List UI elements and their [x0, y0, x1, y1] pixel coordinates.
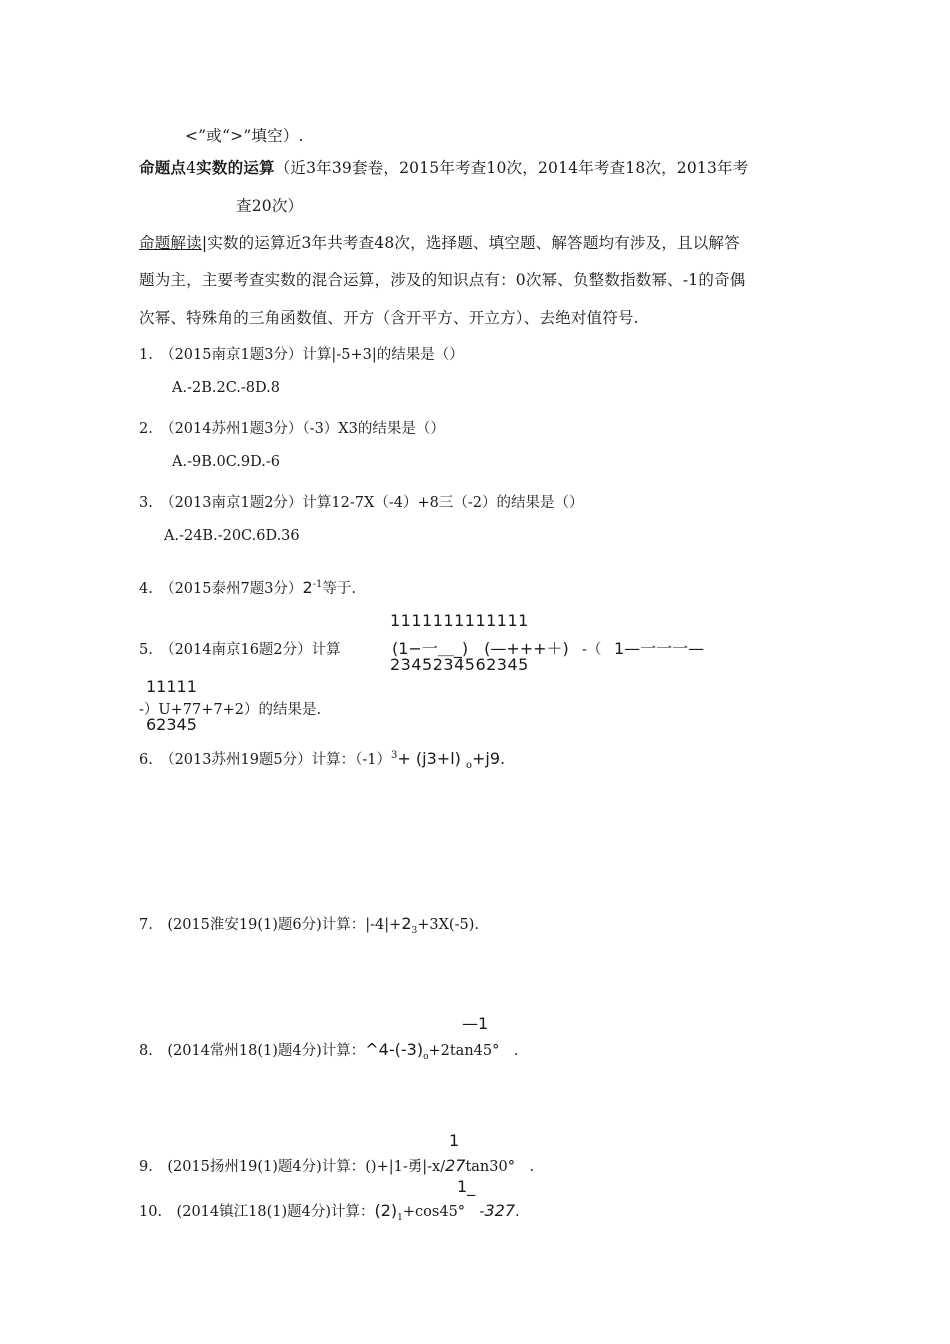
question-1: 1. （2015南京1题3分）计算|-5+3|的结果是（）: [139, 347, 464, 363]
question-6-tail: +j9.: [472, 749, 506, 768]
heading-number: 4: [186, 159, 197, 177]
question-6-expression: + (j3+l): [397, 749, 466, 768]
reading-line-1: [139, 231, 740, 253]
question-4-tail: 等于.: [322, 581, 356, 597]
question-7-text: 7. (2015淮安19(1)题6分)计算：|-4|+: [139, 917, 402, 933]
question-8-text: 8. (2014常州18(1)题4分)计算：: [139, 1043, 366, 1059]
question-8-tail: +2tan45° .: [428, 1043, 519, 1059]
reading-label: 命题解读: [139, 234, 202, 252]
reading-text-1: 实数的运算近3年共考查48次，选择题、填空题、解答题均有涉及，且以解答: [207, 234, 740, 252]
question-10-tail: .: [515, 1204, 520, 1220]
question-4-exponent: -1: [312, 579, 323, 591]
question-8: [139, 1039, 518, 1062]
question-5-line-2: -）U+77+7+2）的结果是.: [139, 702, 322, 718]
question-6-subscript: o: [465, 759, 472, 771]
question-6: [139, 748, 505, 771]
question-10-base: (2): [374, 1201, 398, 1220]
question-6-text: 6. （2013苏州19题5分）计算：（-1）: [139, 752, 392, 768]
question-8-fraction-top: —1: [462, 1014, 489, 1033]
question-10-middle: +cos45° -: [402, 1204, 485, 1220]
question-5-denominators: 2345234562345: [390, 655, 529, 674]
question-4: [139, 577, 356, 598]
question-2: 2. （2014苏州1题3分）（-3）X3的结果是（）: [139, 421, 445, 437]
question-10-subscript: 1: [397, 1212, 403, 1223]
intro-line: <”或“>”填空）.: [185, 127, 304, 145]
question-5: [139, 638, 341, 659]
question-5-expression-2: 1—一一一—: [614, 639, 705, 658]
question-1-options: A.-2B.2C.-8D.8: [172, 380, 280, 396]
heading-label: 命题点: [139, 159, 187, 177]
question-9: [139, 1155, 534, 1176]
question-3-options: A.-24B.-20C.6D.36: [164, 528, 300, 544]
question-5-numerators-2: 11111: [146, 677, 197, 696]
reading-bar: |: [201, 234, 208, 252]
question-7-tail: +3X(-5).: [417, 917, 479, 933]
question-9-fraction-top: 1: [449, 1131, 460, 1150]
question-8-subscript: o: [423, 1051, 429, 1062]
question-9-tail: tan30° .: [465, 1159, 535, 1175]
question-9-radicand: 27: [445, 1156, 466, 1175]
reading-line-3: 次幂、特殊角的三角函数值、开方（含开平方、开立方）、去绝对值符号.: [139, 309, 639, 327]
question-10-fraction-top: 1_: [457, 1177, 476, 1196]
question-7-base: 2: [401, 914, 412, 933]
question-5-minus: -（: [582, 642, 602, 658]
heading-continuation: 查20次）: [236, 197, 304, 215]
question-6-exponent: 3: [391, 750, 398, 762]
question-2-options: A.-9B.0C.9D.-6: [172, 454, 280, 470]
question-8-expression: ^4-(-3): [365, 1040, 424, 1059]
question-4-base: 2: [302, 578, 313, 597]
question-4-text: 4. （2015泰州7题3分）: [139, 581, 303, 597]
question-10-cube-root: 327: [484, 1201, 515, 1220]
question-7: [139, 913, 479, 936]
question-3: 3. （2013南京1题2分）计算12-7X（-4）+8三（-2）的结果是（）: [139, 495, 584, 511]
question-10: [139, 1200, 520, 1223]
section-heading: [139, 156, 748, 178]
heading-stats: （近3年39套卷，2015年考查10次，2014年考查18次，2013年考: [274, 159, 749, 177]
reading-line-2: 题为主，主要考查实数的混合运算，涉及的知识点有：0次幂、负整数指数幂、-1的奇偶: [139, 271, 746, 289]
question-5-numerators: 1111111111111: [390, 611, 529, 630]
question-10-text: 10. (2014镇江18(1)题4分)计算：: [139, 1204, 375, 1220]
heading-title: 实数的运算: [196, 159, 275, 177]
question-7-subscript: 3: [411, 925, 418, 936]
question-5-text: 5. （2014南京16题2分）计算: [139, 642, 341, 658]
question-9-text: 9. (2015扬州19(1)题4分)计算：()+|1-勇|-x/: [139, 1159, 446, 1175]
question-5-denominators-2: 62345: [146, 715, 197, 734]
question-5-expression-1: (1−一＿_) (—+++＋): [392, 639, 569, 658]
